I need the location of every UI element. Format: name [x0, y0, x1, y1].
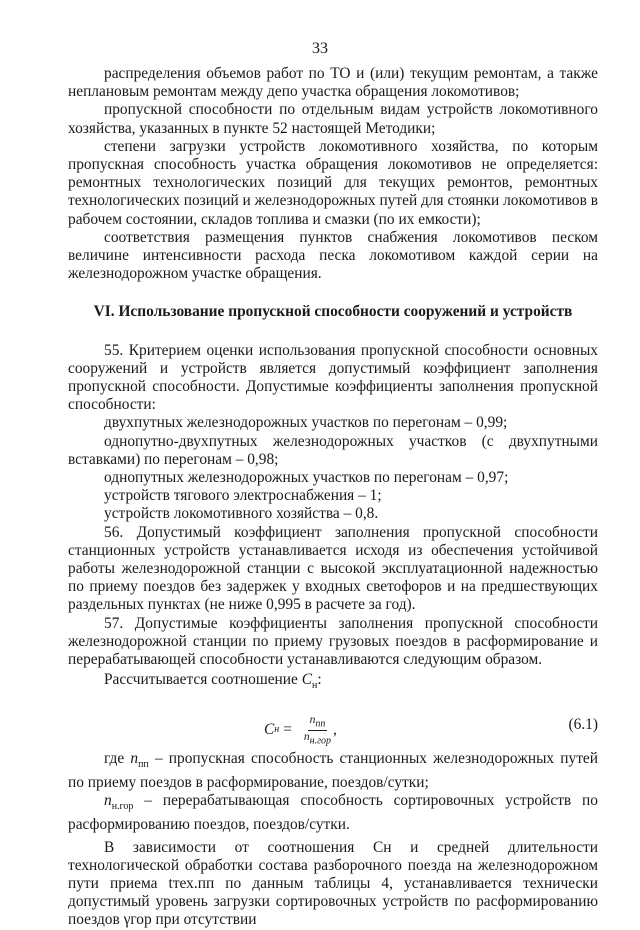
- paragraph: распределения объемов работ по ТО и (или) текущим ремонтам, а также неплановым ремонтам между депо участка обращения локомотивов;: [68, 65, 598, 101]
- list-item: устройств тягового электроснабжения – 1;: [104, 487, 382, 505]
- paragraph: степени загрузки устройств локомотивного хозяйства, по которым пропускная способность участка обращения локомотивов не определяется: ремонтных технологических позиций для текущих ремонтов, ремонтных технологических позиций и железнодорожных путей для стоянки локомотивов в рабочем состоянии, складов топлива и смазки (по их емкости);: [68, 137, 598, 228]
- where-definition-1: где $n_{пп}$ – пропускная способность станционных железнодорожных путей по приему поездов в расформирование, поездов/сутки;: [68, 749, 598, 791]
- section-heading: VI. Использование пропускной способности сооружений и устройств: [93, 303, 573, 321]
- paragraph: 56. Допустимый коэффициент заполнения пропускной способности станционных устройств устанавливается исходя из обеспечения устойчивой работы железнодорожной станции с высокой эксплуатационной надежностью по приему поездов без задержек у входных светофоров и на предшествующих раздельных пунктах (не ниже 0,995 в расчете за год).: [68, 523, 598, 614]
- paragraph: 55. Критерием оценки использования пропускной способности основных сооружений и устройств является допустимый коэффициент заполнения пропускной способности. Допустимые коэффициенты заполнения пропускной способности:: [68, 341, 598, 414]
- list-item: двухпутных железнодорожных участков по перегонам – 0,99;: [104, 414, 508, 432]
- list-item: однопутных железнодорожных участков по перегонам – 0,97;: [104, 469, 509, 487]
- list-item: устройств локомотивного хозяйства – 0,8.: [104, 505, 379, 523]
- where-definition-2: $n_{н.гор}$ – перерабатывающая способность сортировочных устройств по расформированию поездов, поездов/сутки.: [68, 792, 598, 834]
- ratio-intro: Рассчитывается соотношение $C_н$:: [104, 671, 322, 692]
- page-body: [68, 65, 598, 930]
- formula-6-1: C н = $\frac{n_{пп}}{n_{н.гор}}$ , (6.1): [264, 713, 598, 747]
- paragraph: соответствия размещения пунктов снабжения локомотивов песком величине интенсивности расхода песка локомотивом каждой серии на железнодорожном участке обращения.: [68, 228, 598, 283]
- formula-number: (6.1): [568, 715, 598, 733]
- list-item: однопутно-двухпутных железнодорожных участков (с двухпутными вставками) по перегонам – 0,98;: [68, 432, 598, 468]
- page-number: 33: [312, 40, 328, 57]
- paragraph: 57. Допустимые коэффициенты заполнения пропускной способности железнодорожной станции по приему грузовых поездов в расформирование и перерабатывающей способности устанавливаются следующим образом.: [68, 614, 598, 669]
- paragraph: В зависимости от соотношения Cн и средней длительности технологической обработки состава разборочного поезда на железнодорожном пути приема tтех.пп по данным таблицы 4, устанавливается технически допустимый уровень загрузки сортировочных устройств по расформированию поездов γгор при отсутствии: [68, 838, 598, 929]
- paragraph: пропускной способности по отдельным видам устройств локомотивного хозяйства, указанных в пункте 52 настоящей Методики;: [68, 101, 598, 137]
